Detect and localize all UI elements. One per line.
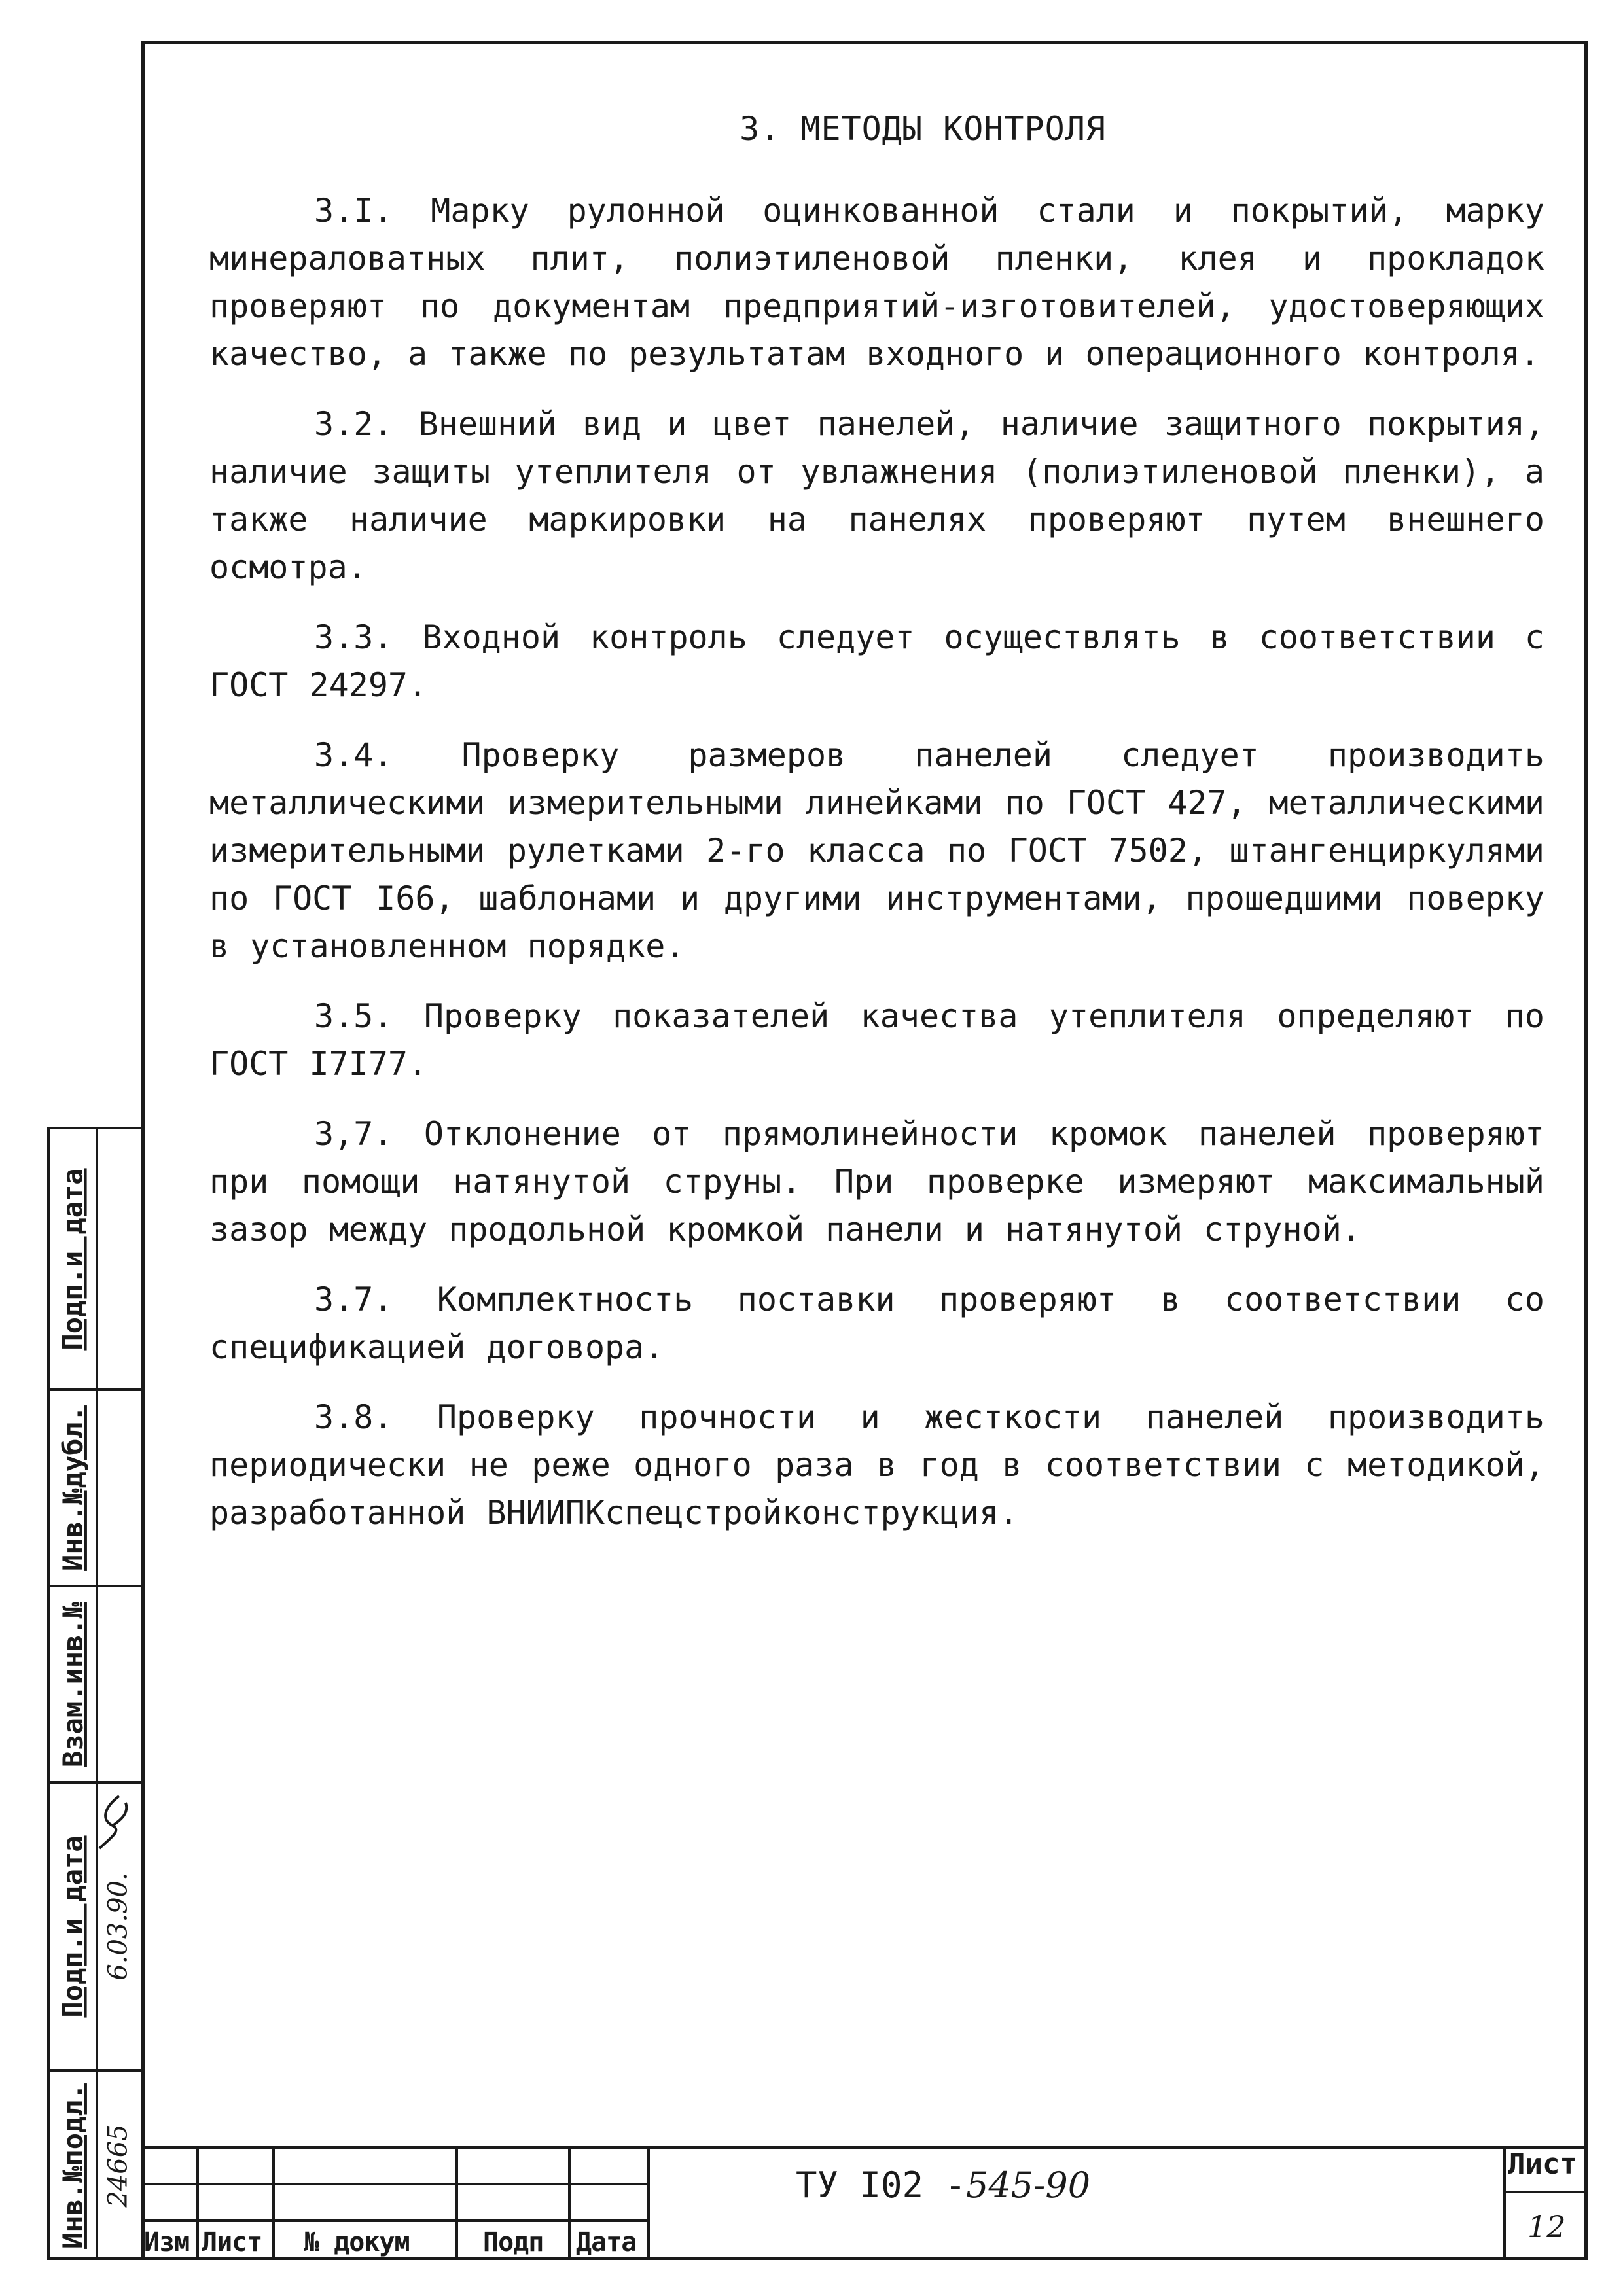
side-cell-sign-date-1 [50, 1129, 141, 1391]
side-strip [47, 1127, 141, 2260]
side-cell-dup-inv [50, 1391, 141, 1587]
header-document-no: № докум [304, 2227, 410, 2257]
paragraph-3-5: 3.5. Проверку показателей качества утеплителя определяют по ГОСТ I7I77. [209, 997, 1544, 1083]
side-label-repl-inv: Взам.инв.№ [56, 1601, 89, 1767]
header-date: Дата [576, 2227, 637, 2257]
paragraph-3-7b: 3.7. Комплектность поставки проверяют в соответствии со спецификацией договора. [209, 1280, 1544, 1366]
paragraph-3-1: 3.I. Марку рулонной оцинкованной стали и покрытий, марку минераловатных плит, полиэтиленовой пленки, клея и прокладок проверяют по документам предприятий-изготовителей, удостоверяющих качество, а также по результатам входного и операционного контроля. [209, 192, 1544, 373]
document-body [209, 110, 1544, 1559]
title-block-col-3 [455, 2146, 458, 2260]
document-code-prefix: ТУ I02 - [796, 2164, 967, 2206]
header-change: Изм [144, 2227, 190, 2257]
paragraph-3-7a: 3,7. Отклонение от прямолинейности кромок панелей проверяют при помощи натянутой струны. При проверке измеряют максимальный зазор между продольной кромкой панели и натянутой струной. [209, 1115, 1544, 1248]
side-label-sign-date-1: Подп.и дата [56, 1167, 89, 1351]
side-label-sign-date-2: Подп.и дата [56, 1835, 89, 2018]
side-label-dup-inv: Инв.№дубл. [56, 1405, 89, 1571]
document-code [796, 2164, 1090, 2206]
paragraph-3-2: 3.2. Внешний вид и цвет панелей, наличие защитного покрытия, наличие защиты утеплителя от увлажнения (полиэтиленовой пленки), а также наличие маркировки на панелях проверяют путем внешнего осмотра. [209, 405, 1544, 586]
handwritten-inventory-number: 24665 [103, 2124, 134, 2208]
side-cell-orig-inv [50, 2072, 141, 2260]
handwritten-date: 6.03.90. [103, 1872, 134, 1981]
title-block-row-line-2 [141, 2219, 647, 2222]
header-signature: Подп [483, 2227, 544, 2257]
title-block-col-5 [647, 2146, 650, 2260]
sheet-label: Лист [1508, 2147, 1577, 2181]
header-sheet: Лист [202, 2227, 262, 2257]
title-block-col-6 [1503, 2146, 1506, 2260]
paragraph-3-4: 3.4. Проверку размеров панелей следует производить металлическими измерительными линейками по ГОСТ 427, металлическими измерительными рулетками 2-го класса по ГОСТ 7502, штангенциркулями по ГОСТ I66, шаблонами и другими инструментами, прошедшими поверку в установленном порядке. [209, 736, 1544, 965]
title-block-sheet-divider [1503, 2191, 1588, 2193]
section-title: 3. МЕТОДЫ КОНТРОЛЯ [740, 110, 1106, 148]
paragraph-3-8: 3.8. Проверку прочности и жесткости панелей производить периодически не реже одного раза в год в соответствии с методикой, разработанной ВНИИПКспецстройконструкция. [209, 1398, 1544, 1532]
title-block-top-line [141, 2146, 1588, 2149]
signature-mark [93, 1793, 132, 1852]
document-code-handwritten: 545-90 [966, 2164, 1091, 2206]
side-label-orig-inv: Инв.№подл. [56, 2083, 89, 2249]
title-block-col-4 [568, 2146, 571, 2260]
paragraph-3-3: 3.3. Входной контроль следует осуществлять в соответствии с ГОСТ 24297. [209, 618, 1544, 704]
sheet-number: 12 [1527, 2209, 1566, 2244]
side-cell-repl-inv [50, 1587, 141, 1784]
title-block-col-2 [272, 2146, 275, 2260]
title-block-row-line-1 [141, 2183, 647, 2185]
title-block [141, 2146, 1588, 2260]
title-block-col-1 [196, 2146, 199, 2260]
